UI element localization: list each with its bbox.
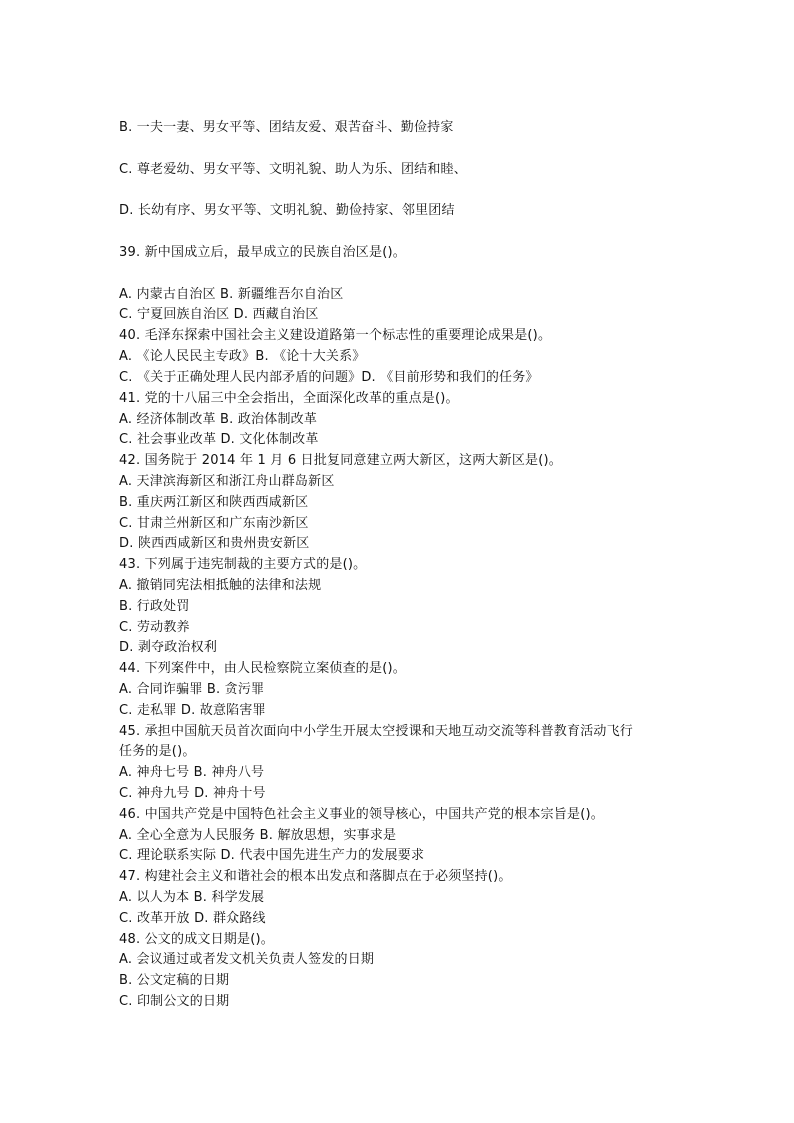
option-line: A. 合同诈骗罪 B. 贪污罪 xyxy=(119,682,265,697)
option-line: B. 重庆两江新区和陕西西咸新区 xyxy=(119,495,309,510)
question-line: 43. 下列属于违宪制裁的主要方式的是()。 xyxy=(119,557,367,572)
option-line: C. 神舟九号 D. 神舟十号 xyxy=(119,786,266,801)
option-line: A. 全心全意为人民服务 B. 解放思想，实事求是 xyxy=(119,828,397,843)
option-line: A. 以人为本 B. 科学发展 xyxy=(119,890,265,905)
option-line: A. 神舟七号 B. 神舟八号 xyxy=(119,765,265,780)
question-line: 40. 毛泽东探索中国社会主义建设道路第一个标志性的重要理论成果是()。 xyxy=(119,328,552,343)
option-line: D. 剥夺政治权利 xyxy=(119,640,218,655)
question-line: 42. 国务院于 2014 年 1 月 6 日批复同意建立两大新区，这两大新区是()。 xyxy=(119,453,562,468)
option-line: C. 甘肃兰州新区和广东南沙新区 xyxy=(119,516,309,531)
option-line: C. 社会事业改革 D. 文化体制改革 xyxy=(119,432,319,447)
option-line: A. 《论人民民主专政》B. 《论十大关系》 xyxy=(119,349,366,364)
option-line: C. 走私罪 D. 故意陷害罪 xyxy=(119,703,266,718)
question-line: 44. 下列案件中，由人民检察院立案侦查的是()。 xyxy=(119,661,406,676)
option-line: C. 尊老爱幼、男女平等、文明礼貌、助人为乐、团结和睦、 xyxy=(119,162,467,177)
question-line: 39. 新中国成立后，最早成立的民族自治区是()。 xyxy=(119,245,406,260)
option-line: D. 长幼有序、男女平等、文明礼貌、勤俭持家、邻里团结 xyxy=(119,203,455,218)
option-line: C. 《关于正确处理人民内部矛盾的问题》D. 《目前形势和我们的任务》 xyxy=(119,370,539,385)
option-line: A. 经济体制改革 B. 政治体制改革 xyxy=(119,412,318,427)
question-line: 41. 党的十八届三中全会指出，全面深化改革的重点是()。 xyxy=(119,391,459,406)
option-line: D. 陕西西咸新区和贵州贵安新区 xyxy=(119,536,310,551)
option-line: A. 会议通过或者发文机关负责人签发的日期 xyxy=(119,952,375,967)
question-line: 47. 构建社会主义和谐社会的根本出发点和落脚点在于必须坚持()。 xyxy=(119,869,512,884)
option-line: A. 天津滨海新区和浙江舟山群岛新区 xyxy=(119,474,335,489)
option-line: B. 行政处罚 xyxy=(119,599,190,614)
option-line: A. 撤销同宪法相抵触的法律和法规 xyxy=(119,578,322,593)
question-line: 任务的是()。 xyxy=(119,744,196,759)
option-line: C. 印制公文的日期 xyxy=(119,994,230,1009)
option-line: C. 劳动教养 xyxy=(119,620,190,635)
question-line: 46. 中国共产党是中国特色社会主义事业的领导核心，中国共产党的根本宗旨是()。 xyxy=(119,807,604,822)
option-line: B. 一夫一妻、男女平等、团结友爱、艰苦奋斗、勤俭持家 xyxy=(119,120,454,135)
question-line: 45. 承担中国航天员首次面向中小学生开展太空授课和天地互动交流等科普教育活动飞行 xyxy=(119,724,634,739)
option-line: C. 理论联系实际 D. 代表中国先进生产力的发展要求 xyxy=(119,848,425,863)
question-line: 48. 公文的成文日期是()。 xyxy=(119,932,274,947)
option-line: C. 宁夏回族自治区 D. 西藏自治区 xyxy=(119,307,319,322)
option-line: C. 改革开放 D. 群众路线 xyxy=(119,911,266,926)
option-line: A. 内蒙古自治区 B. 新疆维吾尔自治区 xyxy=(119,287,344,302)
option-line: B. 公文定稿的日期 xyxy=(119,973,230,988)
